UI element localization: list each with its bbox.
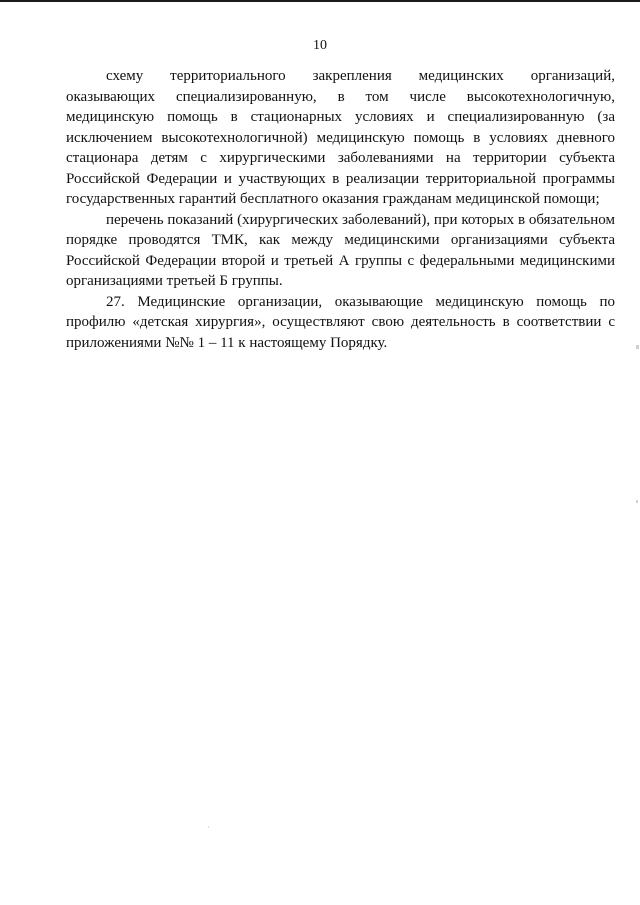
paragraph-item-27: 27. Медицинские организации, оказывающие медицинскую помощь по профилю «детская хирургия», осуществляют свою деятельность в соответствии с приложениями №№ 1 – 11 к настоящему Порядку. bbox=[66, 293, 615, 351]
page-number: 10 bbox=[313, 38, 327, 53]
scan-edge-line bbox=[0, 0, 640, 2]
scan-artifact bbox=[636, 345, 639, 349]
paragraph-territorial-scheme: схему территориального закрепления медицинских организаций, оказывающих специализированную, в том числе высокотехнологичную, медицинскую помощь в стационарных условиях и специализированную (за исключением высокотехнологичной) медицинскую помощь в условиях дневного стационара детям с хирургическими заболеваниями на территории субъекта Российской Федерации и участвующих в реализации территориальной программы государственных гарантий бесплатного оказания гражданам медицинской помощи; bbox=[66, 68, 615, 207]
document-body bbox=[66, 66, 615, 353]
paragraph-tmk-indications: перечень показаний (хирургических заболеваний), при которых в обязательном порядке проводятся ТМК, как между медицинскими организациями субъекта Российской Федерации второй и третьей А группы с федеральными медицинскими организациями третьей Б группы. bbox=[66, 211, 615, 289]
scan-artifact bbox=[208, 826, 209, 828]
scan-artifact bbox=[636, 500, 638, 503]
